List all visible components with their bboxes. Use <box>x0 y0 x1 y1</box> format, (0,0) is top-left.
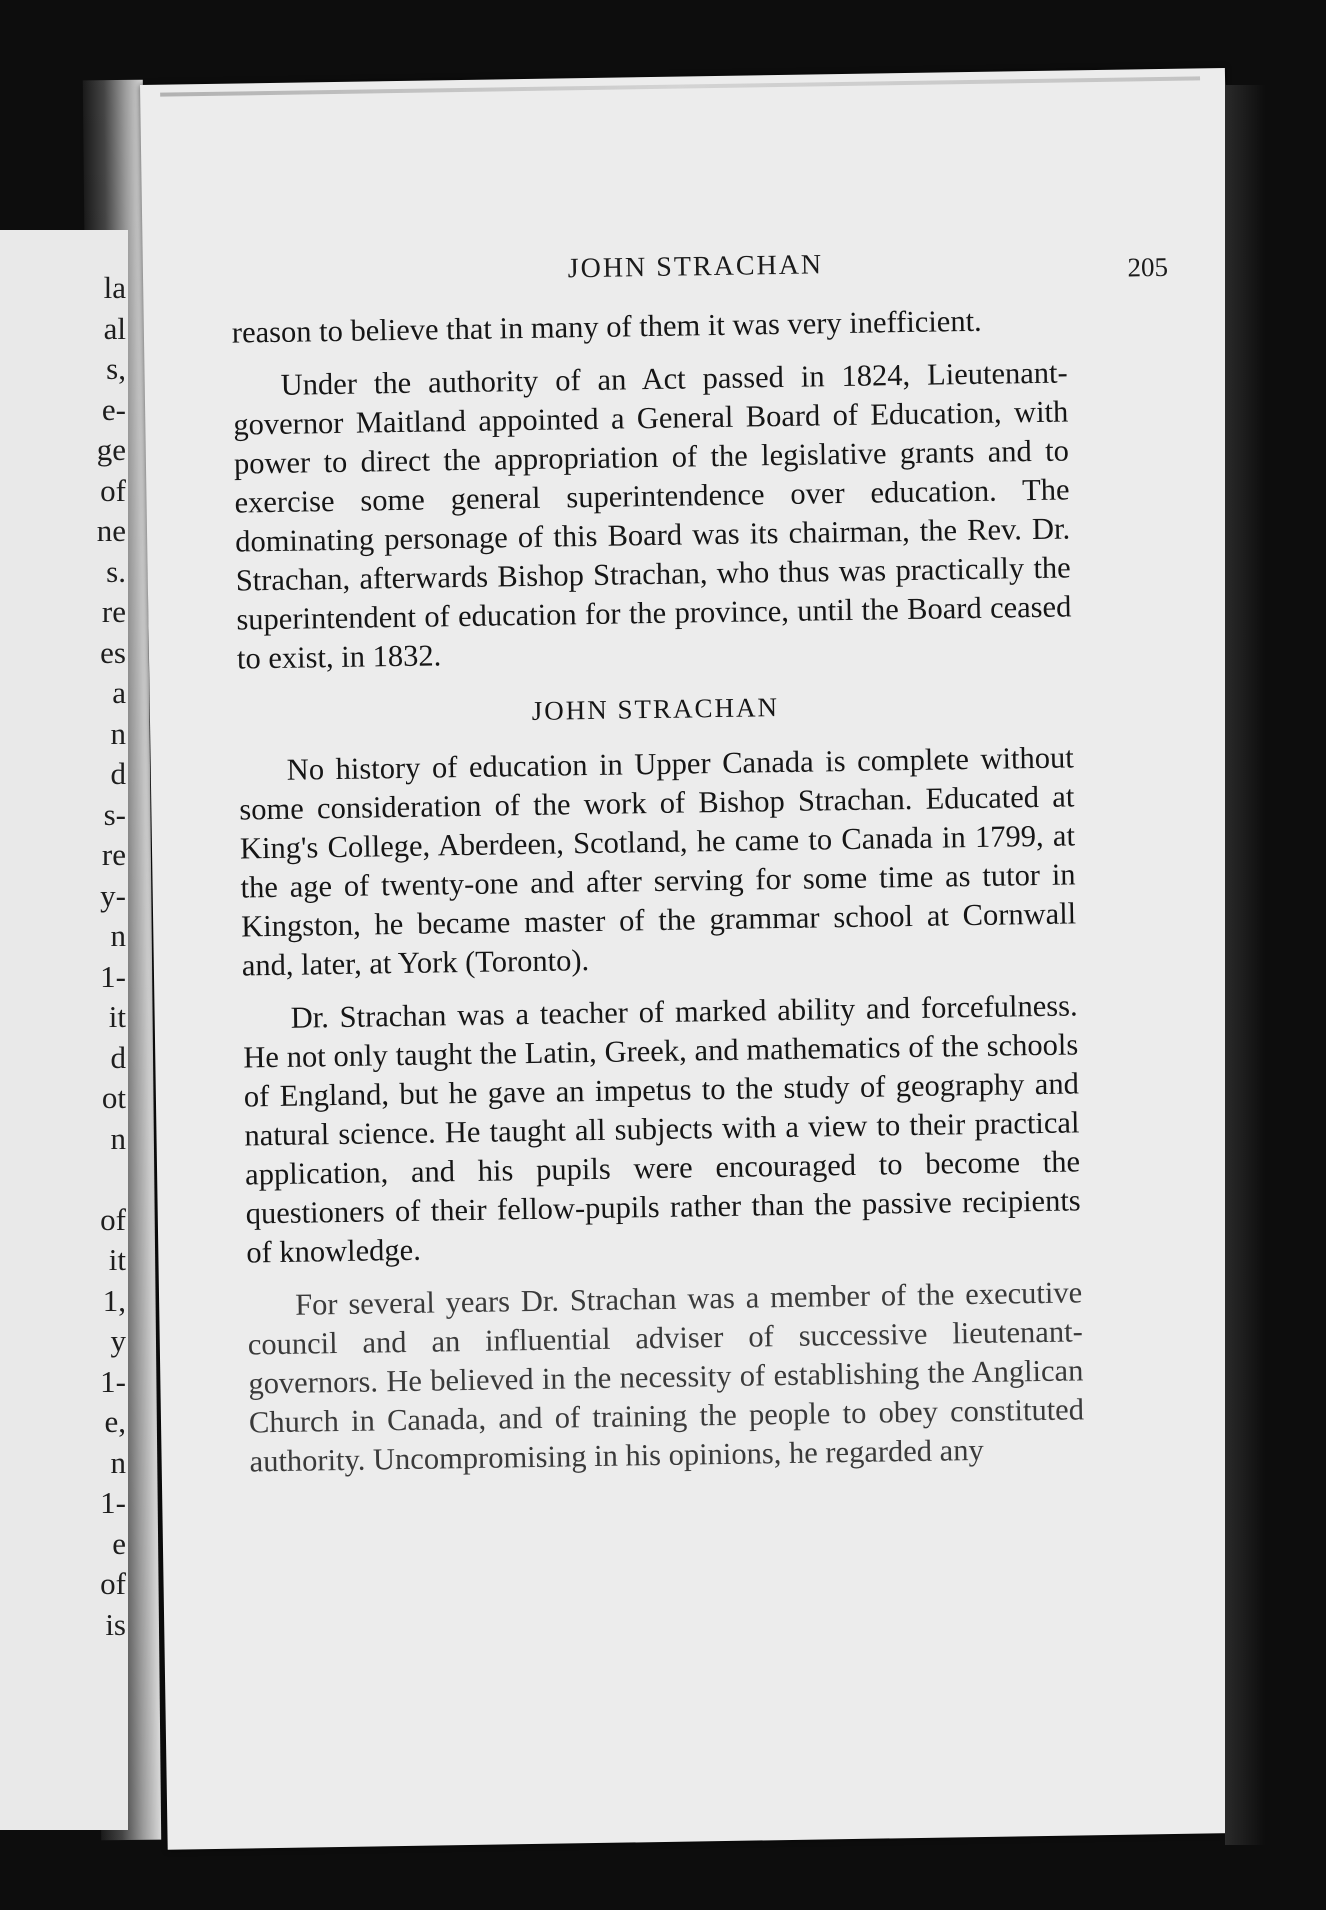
left-page-text-fragment: al <box>103 310 126 346</box>
left-page-text-fragment: d <box>110 756 126 791</box>
left-page-text-fragment: s- <box>103 796 126 832</box>
left-page-text-fragment: re <box>101 594 126 629</box>
page-top-edge <box>160 76 1200 96</box>
paragraph-strachan-council: For several years Dr. Strachan was a member of the executive council and an influential adviser of successive lieutenant-governors. He believed in the necessity of establishing the Anglican Church in Canada, and of training the people to obey constituted authority. Uncompromising in his opinions, he regarded any <box>247 1275 1085 1479</box>
left-page-text-fragment: n <box>110 918 126 953</box>
left-page-text-fragment: y- <box>100 877 126 913</box>
left-page-text-fragment: es <box>100 634 126 670</box>
paragraph-strachan-teaching: Dr. Strachan was a teacher of marked ability and forcefulness. He not only taught the Latin, Greek, and mathematics of the schools of England, but he gave an impetus to the study of geography and natural science. He taught all subjects with a view to their practical application, and his pupils were encouraged to become the questioners of their fellow-pupils rather than the passive recipients of knowledge. <box>243 988 1081 1270</box>
section-heading: JOHN STRACHAN <box>531 692 780 726</box>
book-page <box>140 68 1253 1850</box>
left-page-text-fragment: is <box>105 1606 126 1642</box>
paragraph-strachan-history: No history of education in Upper Canada is complete without some consideration of the work of Bishop Strachan. Educated at King's College, Aberdeen, Scotland, he came to Canada in 1799, at the age of twenty-one and after serving for some time as tutor in Kingston, he became master of the grammar school at Cornwall and, later, at York (Toronto). <box>239 740 1077 983</box>
left-page-text-fragment: 1, <box>102 1282 126 1318</box>
left-page-text-fragment: a <box>112 675 126 710</box>
left-page-text-fragment: n <box>110 715 126 751</box>
left-page-text-fragment: 1- <box>100 958 126 994</box>
left-page-text-fragment: ge <box>96 432 126 467</box>
left-page-text-fragment: d <box>110 1039 126 1075</box>
left-page-text-fragment: re <box>101 837 126 872</box>
paragraph-continuation: reason to believe that in many of them it was very inefficient. <box>231 303 982 350</box>
left-page-text-fragment: of <box>100 472 126 508</box>
left-page-text-fragment: y <box>110 1323 126 1358</box>
left-page-text-fragment: it <box>108 999 126 1034</box>
left-page-text-fragment: ne <box>96 513 126 548</box>
left-page-text-fragment: n <box>110 1444 126 1480</box>
left-page-text-fragment: s. <box>106 553 126 589</box>
left-page-text-fragment: s, <box>106 351 126 386</box>
running-header <box>223 244 1169 299</box>
left-page-text-fragment: n <box>110 1120 126 1156</box>
left-page-text-fragment: la <box>103 270 126 305</box>
left-page-text-fragment: e, <box>104 1404 126 1439</box>
left-page-text-fragment: 1- <box>100 1363 126 1399</box>
left-page-text-fragment: it <box>108 1242 126 1277</box>
page-text <box>232 300 1085 1495</box>
left-page-text-fragment: e <box>112 1525 126 1561</box>
left-page-text-fragment: of <box>100 1201 126 1237</box>
left-page-text-fragment: ot <box>101 1080 126 1115</box>
left-page-text-fragment: e- <box>101 391 126 427</box>
left-facing-page <box>0 230 128 1830</box>
left-page-text-fragment: of <box>100 1566 126 1601</box>
paragraph-board-of-education: Under the authority of an Act passed in 1824, Lieutenant-governor Maitland appointed a General Board of Education, with power to direct the appropriation of the legislative grants and to exercise some general superintendence over education. The dominating personage of this Board was its chairman, the Rev. Dr. Strachan, afterwards Bishop Strachan, who thus was practically the superintendent of education for the province, until the Board ceased to exist, in 1832. <box>233 355 1072 676</box>
page-number: 205 <box>1127 251 1169 283</box>
right-background <box>1225 85 1326 1845</box>
left-page-text-fragment: 1- <box>100 1485 126 1520</box>
running-title: JOHN STRACHAN <box>567 249 824 285</box>
